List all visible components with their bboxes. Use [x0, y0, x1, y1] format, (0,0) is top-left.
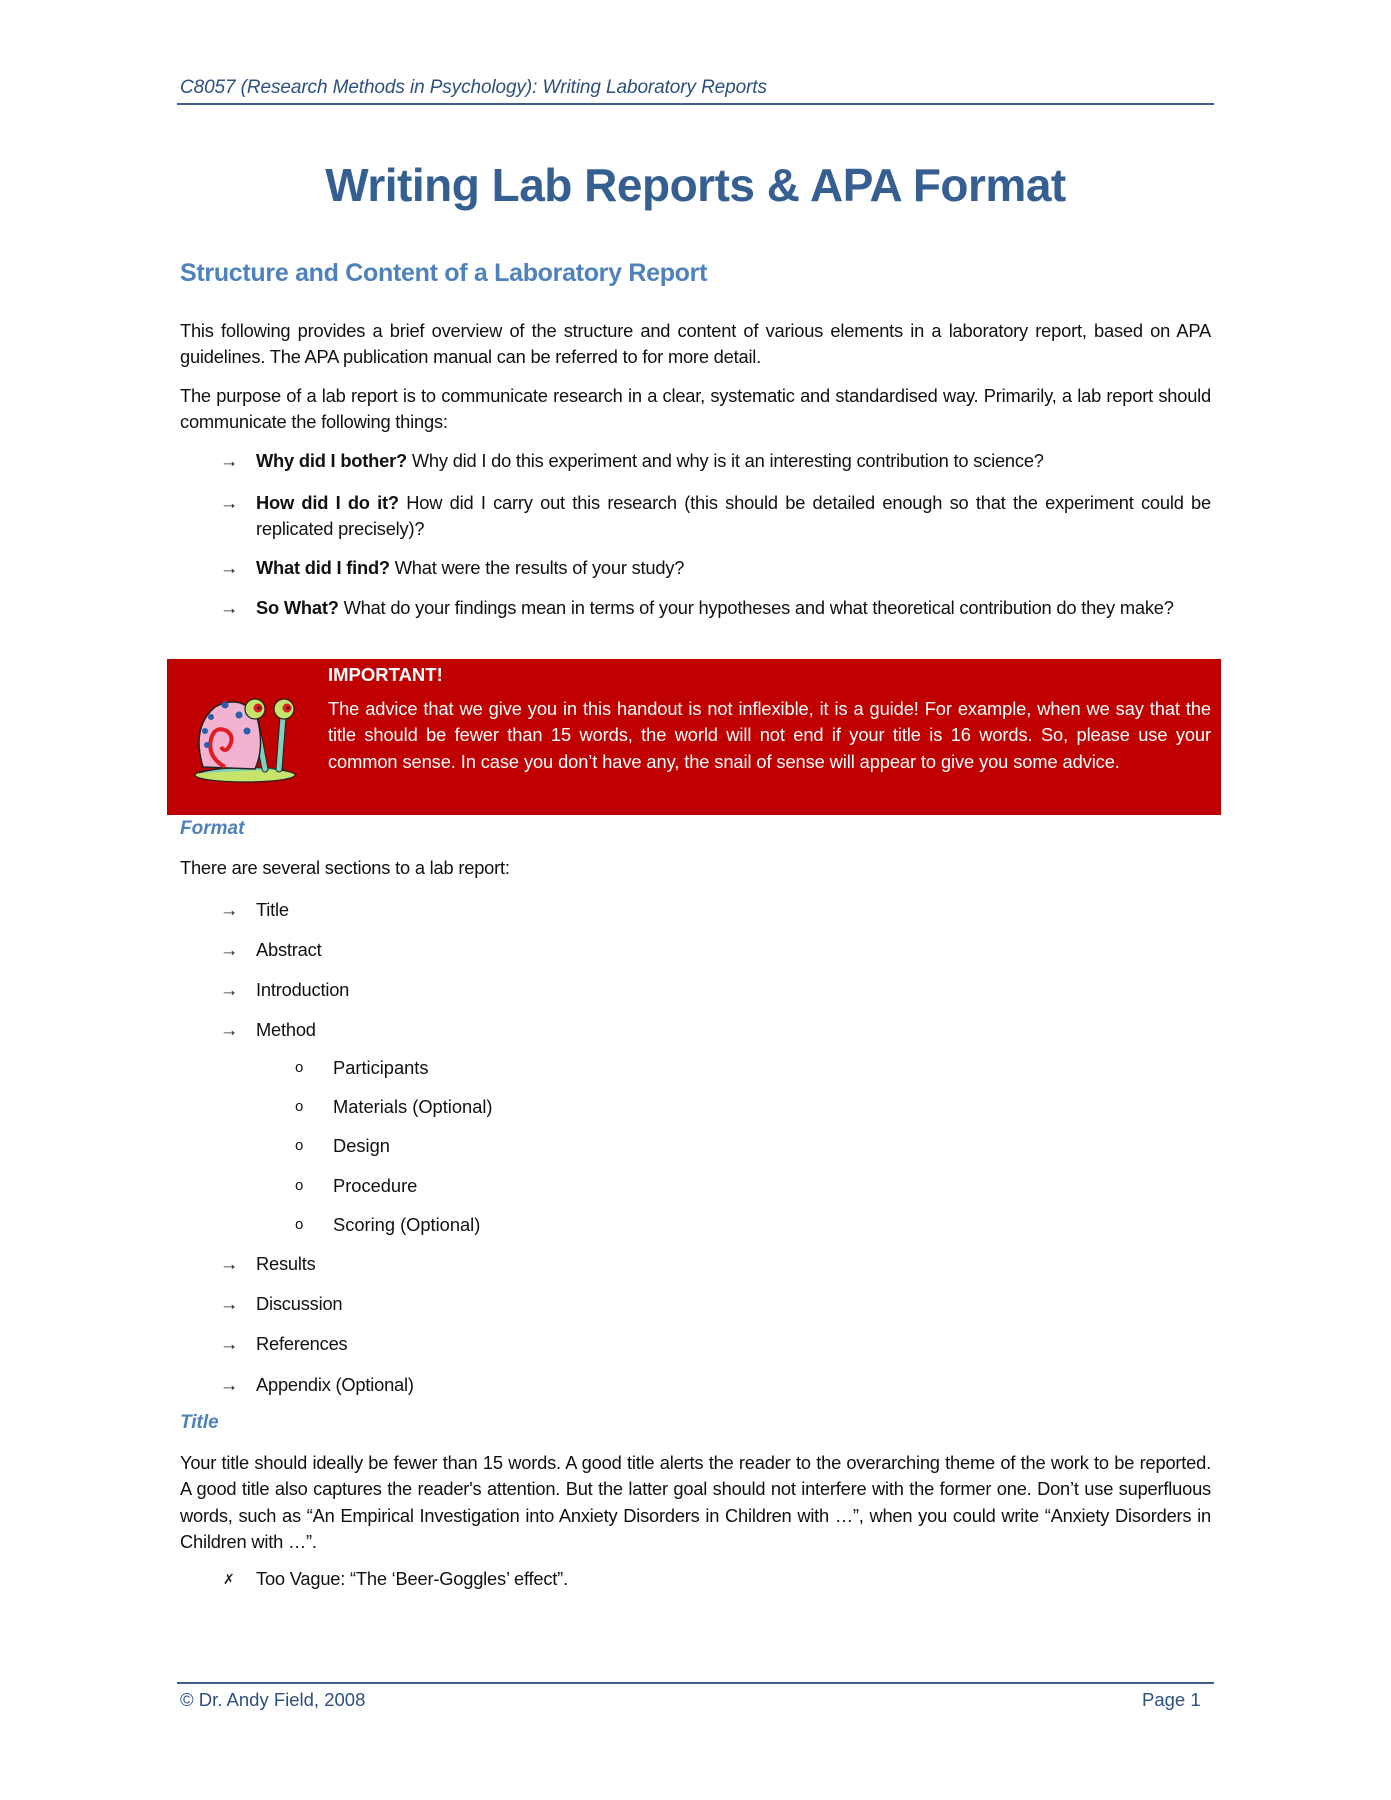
arrow-bullet-icon: → — [220, 597, 239, 618]
notice-title: IMPORTANT! — [328, 664, 443, 685]
arrow-bullet-icon: → — [220, 1333, 239, 1354]
cross-icon: ✗ — [223, 1571, 235, 1587]
subsection-name: Design — [333, 1135, 390, 1156]
circle-bullet-icon: o — [295, 1177, 304, 1194]
running-header: C8057 (Research Methods in Psychology): Writing Laboratory Reports — [180, 77, 767, 98]
page-number: Page 1 — [1142, 1689, 1201, 1710]
arrow-bullet-icon: → — [220, 979, 239, 1000]
circle-bullet-icon: o — [295, 1059, 304, 1076]
subsection-name: Materials (Optional) — [333, 1096, 493, 1117]
subsection-name: Scoring (Optional) — [333, 1214, 481, 1235]
section-name: Results — [256, 1253, 316, 1274]
section-name: Introduction — [256, 979, 350, 1000]
arrow-bullet-icon: → — [220, 1293, 239, 1314]
footer-rule — [177, 1682, 1214, 1684]
question-text: Why did I do this experiment and why is it an interesting contribution to science? — [406, 450, 1044, 471]
arrow-bullet-icon: → — [220, 492, 239, 513]
circle-bullet-icon: o — [295, 1098, 304, 1115]
arrow-bullet-icon: → — [220, 450, 239, 471]
subsection-name: Participants — [333, 1057, 429, 1078]
question-label: What did I find? — [256, 557, 390, 578]
arrow-bullet-icon: → — [220, 1019, 239, 1040]
section-name: Discussion — [256, 1293, 343, 1314]
format-heading: Format — [180, 818, 245, 839]
arrow-bullet-icon: → — [220, 939, 239, 960]
section-name: Title — [256, 899, 289, 920]
section-name: Abstract — [256, 939, 322, 960]
arrow-bullet-icon: → — [220, 1374, 239, 1395]
format-lead: There are several sections to a lab report: — [180, 857, 510, 878]
question-label: So What? — [256, 597, 339, 618]
arrow-bullet-icon: → — [220, 899, 239, 920]
section-heading: Structure and Content of a Laboratory Report — [180, 259, 708, 287]
question-label: How did I do it? — [256, 492, 399, 513]
intro-paragraph-1: This following provides a brief overview of the structure and content of various elements in a laboratory report, based on APA guidelines. The APA publication manual can be referred to for more detail. — [180, 320, 1211, 368]
arrow-bullet-icon: → — [220, 1253, 239, 1274]
arrow-bullet-icon: → — [220, 557, 239, 578]
section-name: References — [256, 1333, 348, 1354]
question-text: What were the results of your study? — [389, 557, 685, 578]
footer-copyright: © Dr. Andy Field, 2008 — [180, 1689, 366, 1710]
snail-of-sense-icon — [185, 687, 305, 787]
title-paragraph: Your title should ideally be fewer than 15 words. A good title alerts the reader to the overarching theme of the work to be reported. A good title also captures the reader's attention. But the latter goal should not interfere with the former one. Don’t use superfluous words, such as “An Empirical Investigation into Anxiety Disorders in Children with …”, when you could write “Anxiety Disorders in Children with …”. — [180, 1452, 1211, 1553]
intro-paragraph-2: The purpose of a lab report is to communicate research in a clear, systematic and standardised way. Primarily, a lab report should communicate the following things: — [180, 385, 1211, 433]
section-name: Method — [256, 1019, 316, 1040]
title-heading: Title — [180, 1412, 219, 1433]
bad-example-text: Too Vague: “The ‘Beer-Goggles’ effect”. — [256, 1568, 568, 1589]
question-label: Why did I bother? — [256, 450, 407, 471]
document-title: Writing Lab Reports & APA Format — [325, 159, 1066, 211]
header-rule — [177, 103, 1214, 105]
question-text: How did I carry out this research (this should be detailed enough so that the experiment could be replicated precisely)? — [256, 492, 1211, 540]
question-text: What do your findings mean in terms of your hypotheses and what theoretical contribution do they make? — [338, 597, 1174, 618]
subsection-name: Procedure — [333, 1175, 418, 1196]
circle-bullet-icon: o — [295, 1216, 304, 1233]
important-notice — [167, 659, 1221, 815]
notice-body: The advice that we give you in this handout is not inflexible, it is a guide! For example, when we say that the title should be fewer than 15 words, the world will not end if your title is 16 words. So, please use your common sense. In case you don’t have any, the snail of sense will appear to give you some advice. — [328, 698, 1211, 772]
section-name: Appendix (Optional) — [256, 1374, 414, 1395]
circle-bullet-icon: o — [295, 1137, 304, 1154]
